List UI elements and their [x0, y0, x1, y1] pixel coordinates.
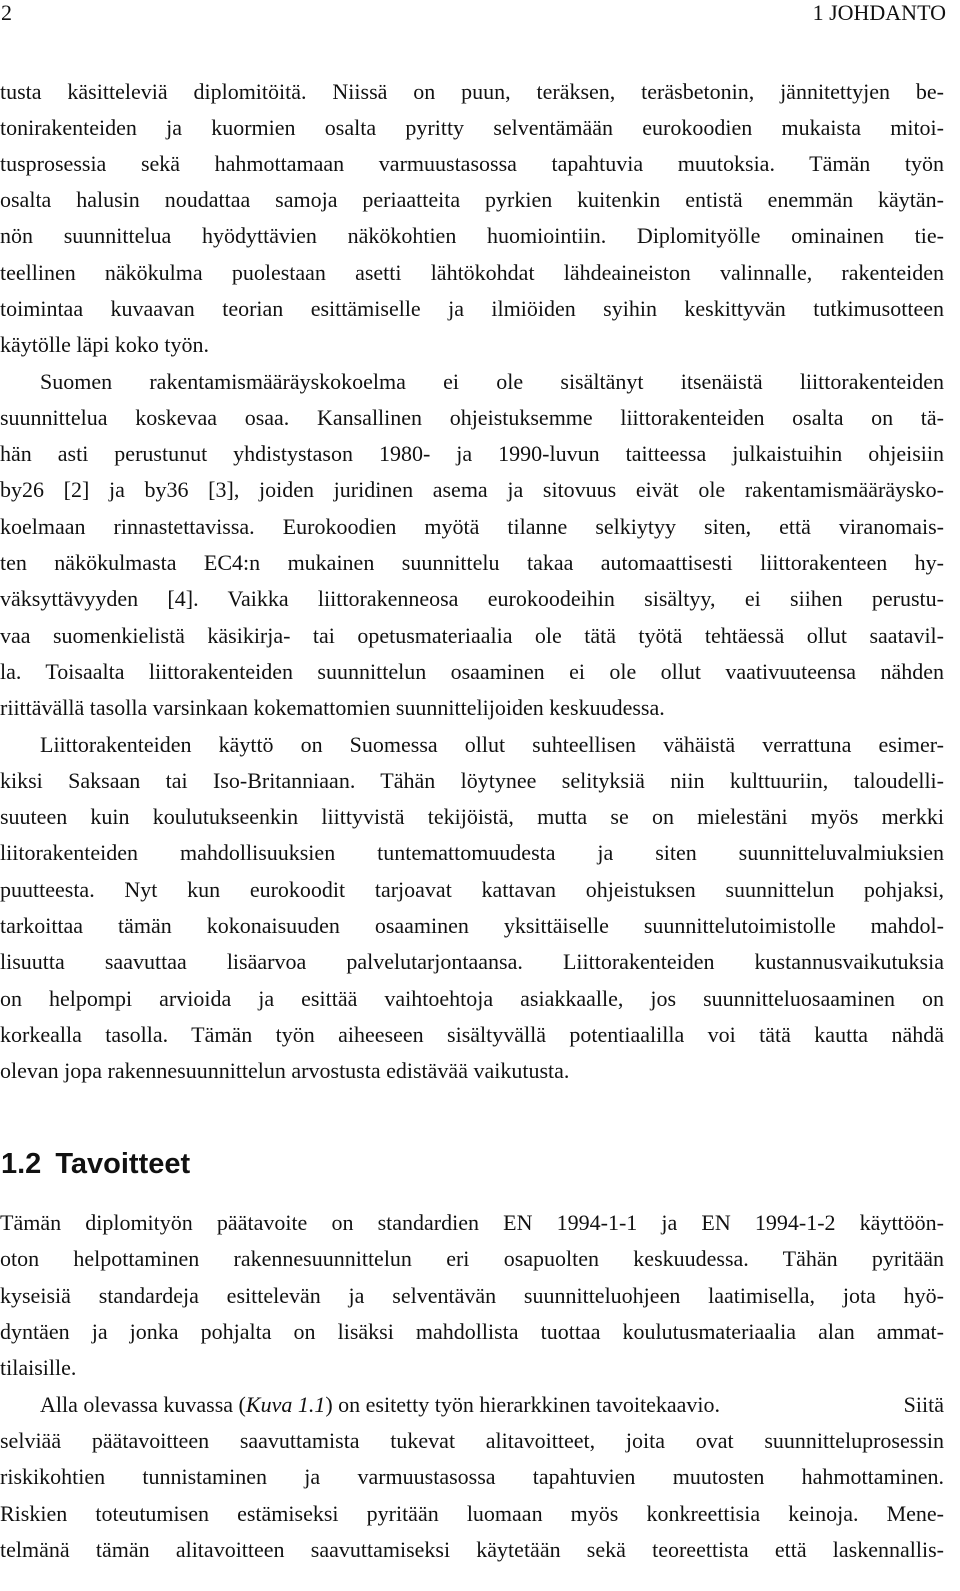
text-line: tonirakenteiden ja kuormien osalta pyritty selventämään eurokoodien mukaista mitoi- [0, 115, 944, 140]
text-line: vaa suomenkielistä käsikirja- tai opetusmateriaalia ole tätä työtä tehtäessä ollut saatavil- [0, 623, 944, 648]
text-line: ten näkökulmasta EC4:n mukainen suunnittelu takaa automaattisesti liittorakenteen hy- [0, 550, 944, 575]
text-line: on helpompi arvioida ja esittää vaihtoehtoja asiakkaalle, jos suunnitteluosaaminen on [0, 986, 944, 1011]
page-number: 2 [1, 0, 12, 25]
text-line: tarkoittaa tämän kokonaisuuden osaaminen yksittäiselle suunnittelutoimistolle mahdol- [0, 913, 944, 938]
text-line: korkealla tasolla. Tämän työn aiheeseen sisältyvällä potentiaalilla voi tätä kautta nähdä [0, 1022, 944, 1047]
text-segment: Alla olevassa kuvassa ( [40, 1392, 246, 1417]
text-line: Suomen rakentamismääräyskokoelma ei ole sisältänyt itsenäistä liittorakenteiden [40, 369, 944, 394]
section-title: Tavoitteet [55, 1148, 191, 1180]
section-heading [1, 1144, 941, 1184]
text-line: osalta halusin noudattaa samoja periaatteita pyrkien kuitenkin entistä enemmän käytän- [0, 187, 944, 212]
text-line: oton helpottaminen rakennesuunnittelun eri osapuolten keskuudessa. Tähän pyritään [0, 1246, 944, 1271]
chapter-title: 1 JOHDANTO [812, 0, 946, 25]
text-line: telmänä tämän alitavoitteen saavuttamiseksi käytetään sekä teoreettista että laskennallis- [0, 1537, 944, 1562]
text-line: olevan jopa rakennesuunnittelun arvostusta edistävää vaikutusta. [0, 1058, 570, 1083]
text-line: nön suunnittelua hyödyttävien näkökohtien huomiointiin. Diplomityölle ominainen tie- [0, 223, 944, 248]
text-line: tusprosessia sekä hahmottamaan varmuustasossa tapahtuvia muutoksia. Tämän työn [0, 151, 944, 176]
text-line: suuteen kuin koulutukseenkin liittyvistä tekijöistä, mutta se on mielestäni myös merkki [0, 804, 944, 829]
text-line: tusta käsitteleviä diplomitöitä. Niissä on puun, teräksen, teräsbetonin, jännitettyjen be- [0, 79, 944, 104]
text-line: riskikohtien tunnistaminen ja varmuustasossa tapahtuvien muutosten hahmottaminen. [0, 1464, 944, 1489]
text-line: hän asti perustunut yhdistystason 1980- ja 1990-luvun taitteessa julkaistuihin ohjeisiin [0, 441, 944, 466]
text-line: riittävällä tasolla varsinkaan kokemattomien suunnittelijoiden keskuudessa. [0, 695, 665, 720]
text-line: dyntäen ja jonka pohjalta on lisäksi mahdollista tuottaa koulutusmateriaalia alan ammat- [0, 1319, 944, 1344]
text-line: kyseisiä standardeja esittelevän ja selventävän suunnitteluohjeen laatimisella, jota hyö- [0, 1283, 944, 1308]
text-line: lisuutta saavuttaa lisäarvoa palvelutarjontaansa. Liittorakenteiden kustannusvaikutuksia [0, 949, 944, 974]
text-line: by26 [2] ja by36 [3], joiden juridinen asema ja sitovuus eivät ole rakentamismääräysko- [0, 477, 944, 502]
text-line: väksyttävyyden [4]. Vaikka liittorakenneosa eurokoodeihin sisältyy, ei siihen perustu- [0, 586, 944, 611]
text-segment: ) on esitetty työn hierarkkinen tavoitekaavio. [325, 1392, 721, 1417]
text-line: teellinen näkökulma puolestaan asetti lähtökohdat lähdeaineiston valinnalle, rakenteiden [0, 260, 944, 285]
text-segment: Siitä [903, 1392, 944, 1417]
text-line-with-reference [40, 1387, 944, 1423]
section-number: 1.2 [1, 1148, 42, 1180]
text-line: puutteesta. Nyt kun eurokoodit tarjoavat kattavan ohjeistuksen suunnittelun pohjaksi, [0, 877, 944, 902]
text-line: selviää päätavoitteen saavuttamista tukevat alitavoitteet, joita ovat suunnitteluprosessin [0, 1428, 944, 1453]
text-line: Tämän diplomityön päätavoite on standardien EN 1994-1-1 ja EN 1994-1-2 käyttöön- [0, 1210, 944, 1235]
text-line: koelmaan rinnastettavissa. Eurokoodien myötä tilanne selkiytyy siten, että viranomais- [0, 514, 944, 539]
text-line: la. Toisaalta liittorakenteiden suunnittelun osaaminen ei ole ollut vaativuuteensa nähden [0, 659, 944, 684]
text-line: suunnittelua koskevaa osaa. Kansallinen ohjeistuksemme liittorakenteiden osalta on tä- [0, 405, 944, 430]
page-header [0, 0, 960, 32]
figure-reference-link[interactable]: Kuva 1.1 [245, 1392, 326, 1417]
text-line: Liittorakenteiden käyttö on Suomessa ollut suhteellisen vähäistä verrattuna esimer- [40, 732, 944, 757]
text-line: Riskien toteutumisen estämiseksi pyritään luomaan myös konkreettisia keinoja. Mene- [0, 1501, 944, 1526]
text-line: kiksi Saksaan tai Iso-Britanniaan. Tähän löytynee selityksiä niin kulttuuriin, taloudelli- [0, 768, 944, 793]
text-line: tilaisille. [0, 1355, 77, 1380]
text-line: liitorakenteiden mahdollisuuksien tuntemattomuudesta ja siten suunnitteluvalmiuksien [0, 840, 944, 865]
text-line: käytölle läpi koko työn. [0, 332, 209, 357]
text-line: toimintaa kuvaavan teorian esittämiselle ja ilmiöiden syihin keskittyvän tutkimusotteen [0, 296, 944, 321]
